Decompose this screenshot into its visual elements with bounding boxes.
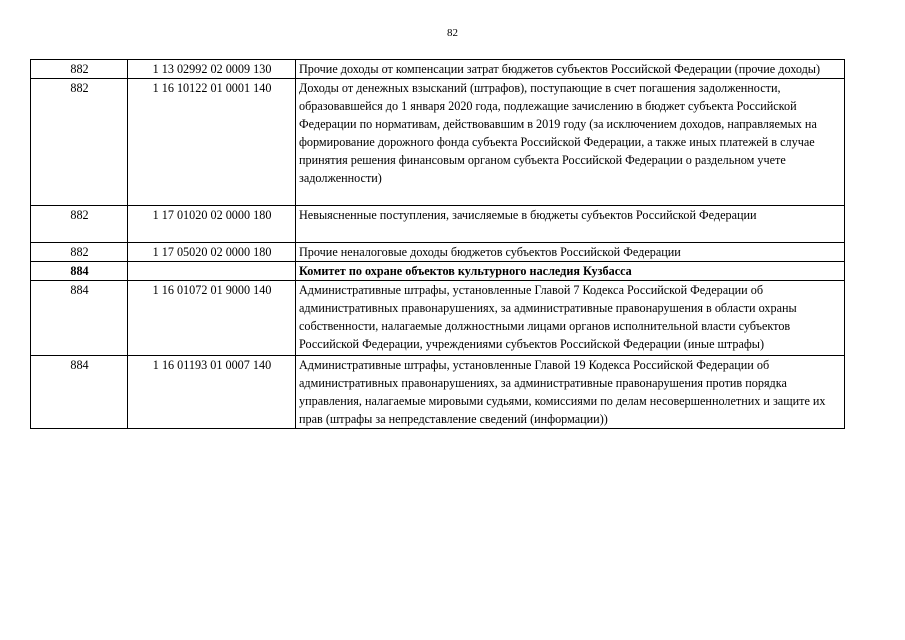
section-title-cell: Комитет по охране объектов культурного наследия Кузбасса <box>296 262 845 281</box>
description-cell: Прочие доходы от компенсации затрат бюджетов субъектов Российской Федерации (прочие доходы) <box>296 60 845 79</box>
budget-code-cell: 1 17 01020 02 0000 180 <box>128 206 296 243</box>
description-text: Невыясненные поступления, зачисляемые в бюджеты субъектов Российской Федерации <box>299 208 757 222</box>
description-cell <box>296 206 845 243</box>
table-row <box>31 206 845 243</box>
cell-spacer <box>299 187 842 205</box>
budget-code-cell: 1 13 02992 02 0009 130 <box>128 60 296 79</box>
budget-code-cell: 1 17 05020 02 0000 180 <box>128 243 296 262</box>
budget-code-cell <box>128 262 296 281</box>
description-cell <box>296 281 845 356</box>
table-row <box>31 60 845 79</box>
table-row <box>31 281 845 356</box>
table-row <box>31 79 845 206</box>
table-row <box>31 243 845 262</box>
description-cell: Прочие неналоговые доходы бюджетов субъектов Российской Федерации <box>296 243 845 262</box>
description-text: Доходы от денежных взысканий (штрафов), поступающие в счет погашения задолженности, образовавшейся до 1 января 2020 года, подлежащие зачислению в бюджет субъекта Российской Федерации по нормативам, действовавшим в 2019 году (за исключением доходов, направляемых на формирование дорожного фонда субъекта Российской Федерации, а также иных платежей в случае принятия решения финансовым органом субъекта Российской Федерации о раздельном учете задолженности) <box>299 81 817 185</box>
admin-code-cell: 882 <box>31 79 128 206</box>
admin-code-cell: 882 <box>31 60 128 79</box>
admin-code-cell: 884 <box>31 356 128 429</box>
budget-code-cell: 1 16 01072 01 9000 140 <box>128 281 296 356</box>
section-header-row <box>31 262 845 281</box>
admin-code-cell: 882 <box>31 243 128 262</box>
page-number: 82 <box>447 27 458 39</box>
admin-code-cell: 882 <box>31 206 128 243</box>
budget-code-cell: 1 16 10122 01 0001 140 <box>128 79 296 206</box>
description-cell: Административные штрафы, установленные Главой 19 Кодекса Российской Федерации об административных правонарушениях, за административные правонарушения против порядка управления, налагаемые мировыми судьями, комиссиями по делам несовершеннолетних и защите их прав (штрафы за непредставление сведений (информации)) <box>296 356 845 429</box>
description-cell <box>296 79 845 206</box>
admin-code-cell: 884 <box>31 262 128 281</box>
table-row <box>31 356 845 429</box>
cell-spacer <box>299 224 842 242</box>
budget-classification-table <box>30 59 845 429</box>
budget-code-cell: 1 16 01193 01 0007 140 <box>128 356 296 429</box>
admin-code-cell: 884 <box>31 281 128 356</box>
description-text: Административные штрафы, установленные Главой 7 Кодекса Российской Федерации об административных правонарушениях, за административные правонарушения в области охраны собственности, налагаемые должностными лицами органов исполнительной власти субъектов Российской Федерации, учреждениями субъектов Российской Федерации (иные штрафы) <box>299 283 797 351</box>
